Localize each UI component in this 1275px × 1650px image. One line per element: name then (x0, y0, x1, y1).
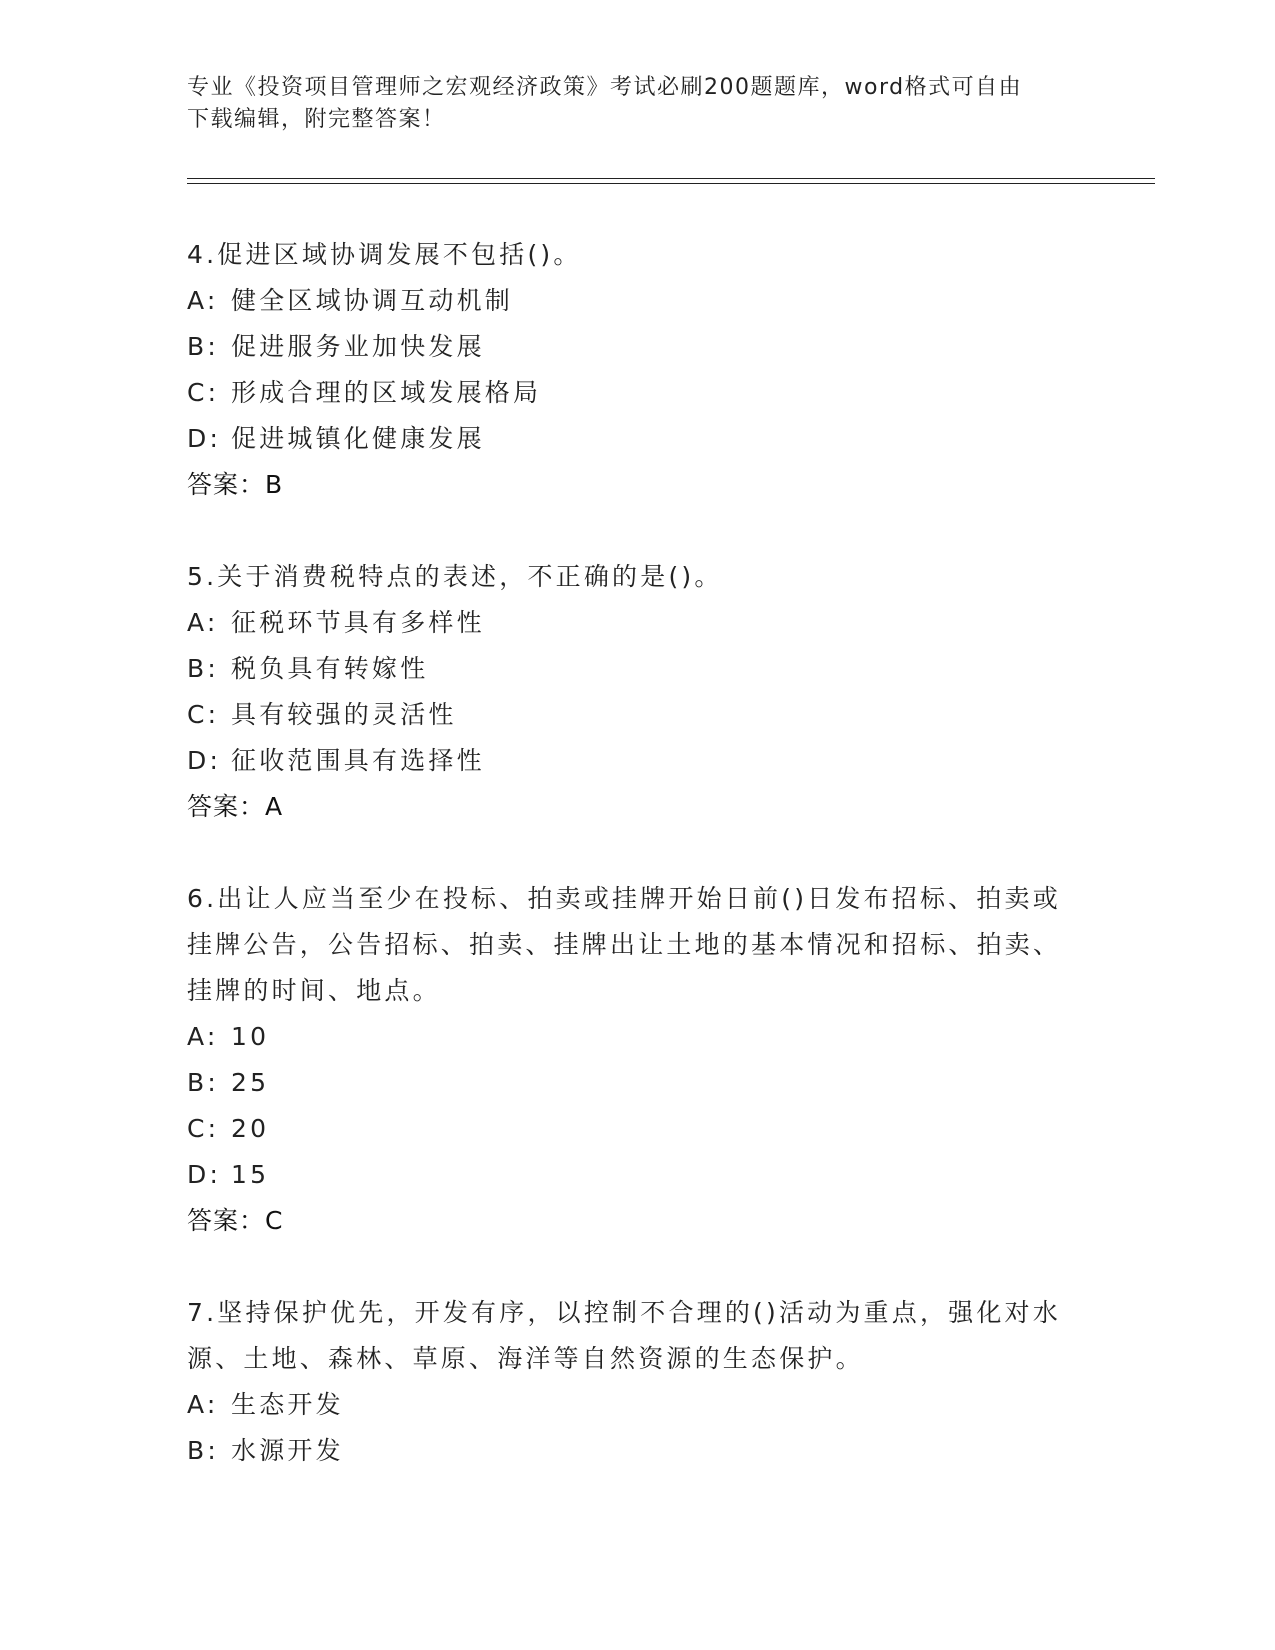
question-stem: 5.关于消费税特点的表述，不正确的是()。 (187, 562, 723, 591)
option-text: 15 (231, 1160, 270, 1189)
option-a (187, 1382, 1067, 1428)
option-a (187, 278, 1067, 324)
header-line-1: 专业《投资项目管理师之宏观经济政策》考试必刷200题题库，word格式可自由 (187, 75, 1023, 100)
option-text: 具有较强的灵活性 (231, 700, 457, 729)
option-text: 生态开发 (231, 1390, 344, 1419)
option-b (187, 1060, 1067, 1106)
option-text: 25 (231, 1068, 270, 1097)
option-letter: D: (187, 746, 222, 775)
option-letter: B: (187, 1436, 219, 1465)
option-letter: A: (187, 1390, 219, 1419)
option-letter: C: (187, 700, 220, 729)
header-divider-bottom (187, 183, 1155, 184)
option-letter: B: (187, 1068, 219, 1097)
option-letter: C: (187, 1114, 220, 1143)
option-text: 征收范围具有选择性 (231, 746, 485, 775)
option-c (187, 1106, 1067, 1152)
option-letter: C: (187, 378, 220, 407)
answer-line: 答案：B (187, 470, 284, 499)
option-letter: A: (187, 1022, 219, 1051)
option-letter: D: (187, 424, 222, 453)
option-d (187, 416, 1067, 462)
option-text: 形成合理的区域发展格局 (231, 378, 542, 407)
option-text: 健全区域协调互动机制 (231, 286, 514, 315)
option-a (187, 600, 1067, 646)
option-text: 促进服务业加快发展 (231, 332, 485, 361)
answer-line: 答案：C (187, 1206, 284, 1235)
option-b (187, 324, 1067, 370)
option-letter: D: (187, 1160, 222, 1189)
question-4 (187, 232, 1067, 508)
question-5 (187, 554, 1067, 830)
question-stem: 6.出让人应当至少在投标、拍卖或挂牌开始日前()日发布招标、拍卖或挂牌公告，公告招标、拍卖、挂牌出让土地的基本情况和招标、拍卖、挂牌的时间、地点。 (187, 884, 1062, 1005)
option-text: 促进城镇化健康发展 (231, 424, 485, 453)
option-d (187, 1152, 1067, 1198)
option-letter: B: (187, 654, 219, 683)
option-letter: A: (187, 286, 219, 315)
option-text: 10 (231, 1022, 270, 1051)
option-letter: B: (187, 332, 219, 361)
option-c (187, 692, 1067, 738)
question-list (187, 232, 1067, 1520)
question-7 (187, 1290, 1067, 1474)
option-a (187, 1014, 1067, 1060)
option-text: 水源开发 (231, 1436, 344, 1465)
question-stem: 7.坚持保护优先，开发有序，以控制不合理的()活动为重点，强化对水源、土地、森林、草原、海洋等自然资源的生态保护。 (187, 1298, 1061, 1373)
question-6 (187, 876, 1067, 1244)
option-d (187, 738, 1067, 784)
option-text: 税负具有转嫁性 (231, 654, 429, 683)
answer-line: 答案：A (187, 792, 284, 821)
option-c (187, 370, 1067, 416)
question-stem: 4.促进区域协调发展不包括()。 (187, 240, 582, 269)
option-text: 征税环节具有多样性 (231, 608, 485, 637)
option-text: 20 (231, 1114, 270, 1143)
document-header (187, 72, 1087, 136)
option-letter: A: (187, 608, 219, 637)
header-line-2: 下载编辑，附完整答案！ (187, 107, 446, 132)
header-divider-top (187, 178, 1155, 179)
option-b (187, 646, 1067, 692)
option-b (187, 1428, 1067, 1474)
